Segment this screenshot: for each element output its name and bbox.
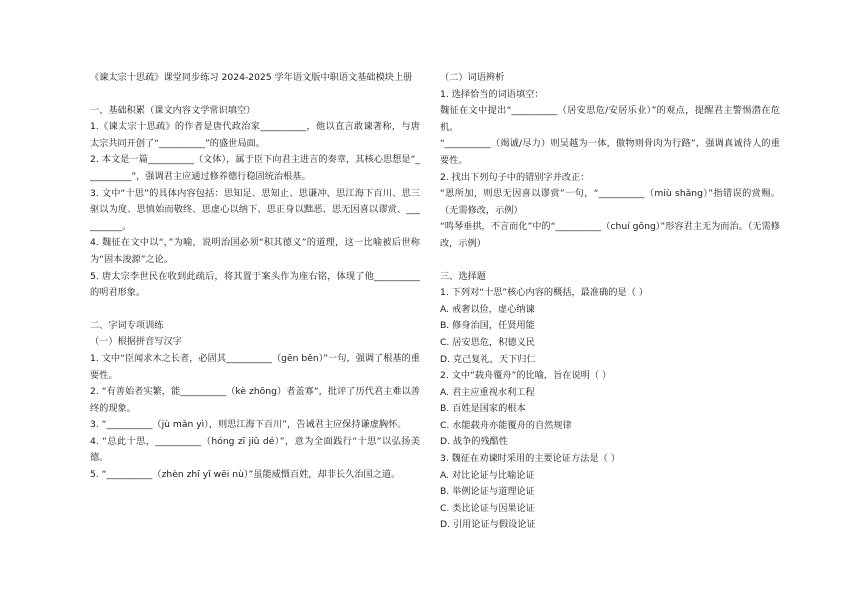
question-text: 1.《谏太宗十思疏》的作者是唐代政治家__________，他以直言敢谏著称，与唐太宗共同开创了“__________”的盛世局面。 [90,121,420,149]
question-text: 2. 本文是一篇__________（文体），属于臣下向君主进言的奏章，其核心思想是“__________”，强调君主应通过修养德行稳固统治根基。 [90,154,420,182]
option-text: B. 举例论证与道理论证 [440,486,535,498]
left-column [90,70,420,484]
option-text: D. 克己复礼，天下归仁 [440,353,536,365]
option-text: C. 水能载舟亦能覆舟的自然规律 [440,419,572,431]
question-text: 3. 文中“十思”的具体内容包括：思知足、思知止、思谦冲、思江海下百川、思三驱以为度、思慎始而敬终、思虚心以纳下、思正身以黜恶、思无因喜以谬赏、__________。 [90,187,420,232]
question-text: 4. “总此十思，__________（hóng zī jiǔ dé）”，意为全面践行“十思”以弘扬美德。 [90,435,420,464]
subsection-heading-discrimination: （二）词语辨析 [440,72,505,83]
question-text: 魏征在文中提出“__________（居安思危/安居乐业）”的观点，提醒君主警惕潜在危机。 [440,105,780,133]
question-text: 2. “有善始者实繁，能__________（kè zhōng）者盖寡”，批评了历代君主难以善终的现象。 [90,386,420,414]
question-text: 1. 下列对“十思”核心内容的概括，最准确的是（ ） [440,287,648,299]
option-text: B. 百姓是国家的根本 [440,403,526,415]
option-text: D. 战争的残酷性 [440,436,509,448]
question-text: 4. 魏征在文中以“，”为喻，说明治国必须“积其德义”的道理，这一比喻被后世称为“固本浚源”之论。 [90,237,420,265]
option-text: B. 修身治国，任贤用能 [440,320,535,332]
question-text: 1. 文中“臣闻求木之长者，必固其__________（gēn běn）”一句，强调了根基的重要性。 [90,352,420,381]
option-text: A. 君主应重视水利工程 [440,386,535,398]
question-text: “恩所加，则思无因喜以谬赏”一句，“__________（miù shǎng）”指错误的赏赐。（无需修改，示例） [440,188,780,216]
section-heading-basic: 一、基础积累（课文内容文学常识填空） [90,104,256,116]
option-text: A. 对比论证与比喻论证 [440,469,535,481]
question-text: 2. 文中“载舟覆舟”的比喻，旨在说明（ ） [440,370,612,382]
question-text: 1. 选择恰当的词语填空： [440,88,544,100]
question-text: “__________（竭诚/尽力）则吴越为一体，傲物则骨肉为行路”，强调真诚待人的重要性。 [440,138,780,166]
subsection-heading-pinyin: （一）根据拼音写汉字 [90,336,182,348]
document-title: 《谏太宗十思疏》课堂同步练习 2024-2025 学年语文版中职语文基础模块上册 [90,72,413,83]
section-heading-choice: 三、选择题 [440,270,486,282]
option-text: A. 戒奢以俭，虚心纳谏 [440,303,535,315]
option-text: C. 居安思危，积德义民 [440,336,535,348]
question-text: “鸣琴垂拱，不言而化”中的“__________（chuí gǒng）”形容君主无为而治。（无需修改，示例） [440,221,780,249]
question-text: 2. 找出下列句子中的错别字并改正： [440,171,590,183]
right-column [440,70,780,534]
question-text: 5. “__________（zhèn zhī yǐ wēi nù）”虽能威慑百姓，却非长久治国之道。 [90,469,401,481]
section-heading-words: 二、字词专项训练 [90,319,164,331]
option-text: D. 引用论证与假设论证 [440,519,536,531]
question-text: 3. “__________（jù mǎn yì），则思江海下百川”，告诫君主应保持谦虚胸怀。 [90,419,407,431]
question-text: 5. 唐太宗李世民在收到此疏后，将其置于案头作为座右铭，体现了他__________的明君形象。 [90,270,420,299]
question-text: 3. 魏征在劝谏时采用的主要论证方法是（ ） [440,453,620,465]
option-text: C. 类比论证与因果论证 [440,502,535,514]
